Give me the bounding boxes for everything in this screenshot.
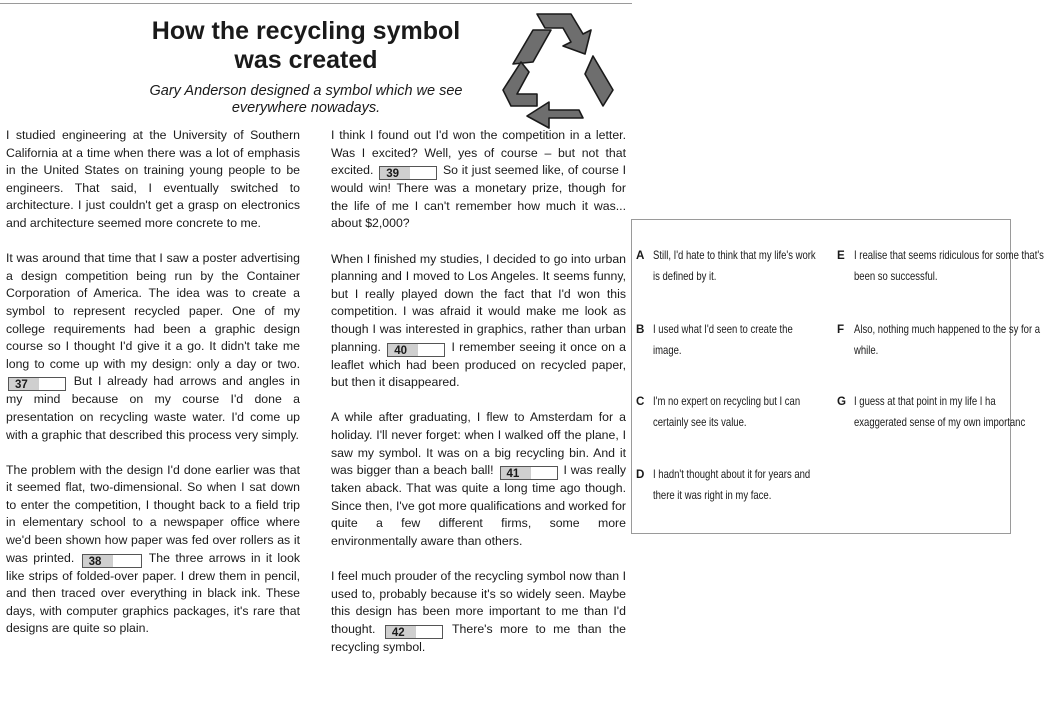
article-column-right xyxy=(331,127,626,656)
option-text: I realise that seems ridiculous for some that's been so successful. xyxy=(854,249,1044,283)
option-letter: C xyxy=(636,395,645,408)
article-subtitle: Gary Anderson designed a symbol which we see everywhere nowadays. xyxy=(149,83,463,116)
option-letter: D xyxy=(636,468,645,481)
option-text: I used what I'd seen to create the image. xyxy=(653,323,793,357)
article-title: How the recycling symbol was created xyxy=(151,17,461,74)
option-text: I'm no expert on recycling but I can certainly see its value. xyxy=(653,395,801,429)
paragraph: The problem with the design I'd done earlier was that it seemed flat, two-dimensional. So when I sat down to enter the competition, I thought back to a field trip in elementary school to a newspaper office where we'd been shown how paper was fed over rollers as it was printed. 38 The three arrows in it look like strips of folded-over paper. I drew them in pencil, and then traced over everything in black ink. These days, with computer graphics packages, it's rare that designs are quite so plain. xyxy=(6,462,300,636)
paragraph: I studied engineering at the University of Southern California at a time when there was a lot of emphasis in the United States on training young people to be engineers. That said, I eventually switched to architecture. I just couldn't get a grasp on electronics and architecture seemed more concrete to me. xyxy=(6,128,300,230)
option-letter: F xyxy=(837,323,845,336)
paragraph: I feel much prouder of the recycling symbol now than I used to, probably because it's so widely seen. Maybe this design has been more important to me than I'd thought. 42 There's more to me than the recycling symbol. xyxy=(331,569,626,654)
answer-gap-42[interactable]: 42 xyxy=(385,625,443,639)
option-text: Still, I'd hate to think that my life's work is defined by it. xyxy=(653,249,816,283)
top-divider xyxy=(0,3,632,4)
option-letter: G xyxy=(837,395,847,408)
answer-gap-41[interactable]: 41 xyxy=(500,466,558,480)
paragraph: It was around that time that I saw a poster advertising a design competition being run by the Container Corporation of America. The idea was to create a symbol to represent recycled paper. One of my college requirements had been a graphic design course so I thought I'd give it a go. It didn't take me long to come up with my design: only a day or two. 37 But I already had arrows and angles in my mind because on my course I'd done a presentation on recycling waste water. I'd come up with a graphic that described this process very simply. xyxy=(6,251,301,442)
option-text: I guess at that point in my life I ha exaggerated sense of my own importanc xyxy=(854,395,1026,429)
sentence-options-panel xyxy=(631,219,1044,534)
answer-gap-39[interactable]: 39 xyxy=(379,166,437,180)
answer-gap-40[interactable]: 40 xyxy=(387,343,445,357)
option-letter: E xyxy=(837,249,845,262)
option-letter: A xyxy=(636,249,645,262)
option-text: I hadn't thought about it for years and there it was right in my face. xyxy=(653,468,811,502)
option-letter: B xyxy=(636,323,645,336)
article-column-left xyxy=(6,127,300,638)
paragraph: I think I found out I'd won the competition in a letter. Was I excited? Well, yes of course – but not that excited. 39 So it just seemed like, of course I would win! There was a monetary prize, though for the life of me I can't remember how much it was... about $2,000? xyxy=(331,128,627,231)
answer-gap-37[interactable]: 37 xyxy=(8,377,66,391)
paragraph: When I finished my studies, I decided to go into urban planning and I moved to Los Angeles. It seems funny, but I really played down the fact that I'd won this competition. I was afraid it would make me look as though I was interested in graphics, rather than urban planning. 40 I remember seeing it once on a leaflet which had been produced on recycled paper, but then it disappeared. xyxy=(331,251,627,390)
answer-gap-38[interactable]: 38 xyxy=(82,554,142,568)
recycling-symbol-icon xyxy=(493,6,619,114)
option-text: Also, nothing much happened to the sy for a while. xyxy=(854,323,1041,357)
paragraph: A while after graduating, I flew to Amsterdam for a holiday. I'll never forget: when I walked off the plane, I saw my symbol. It was on a big recycling bin. And it was bigger than a beach ball! 41 I was really taken aback. That was quite a long time ago though. Since then, I've got more qualifications and worked for quite a few different firms, some more environmentally aware than others. xyxy=(331,410,626,548)
